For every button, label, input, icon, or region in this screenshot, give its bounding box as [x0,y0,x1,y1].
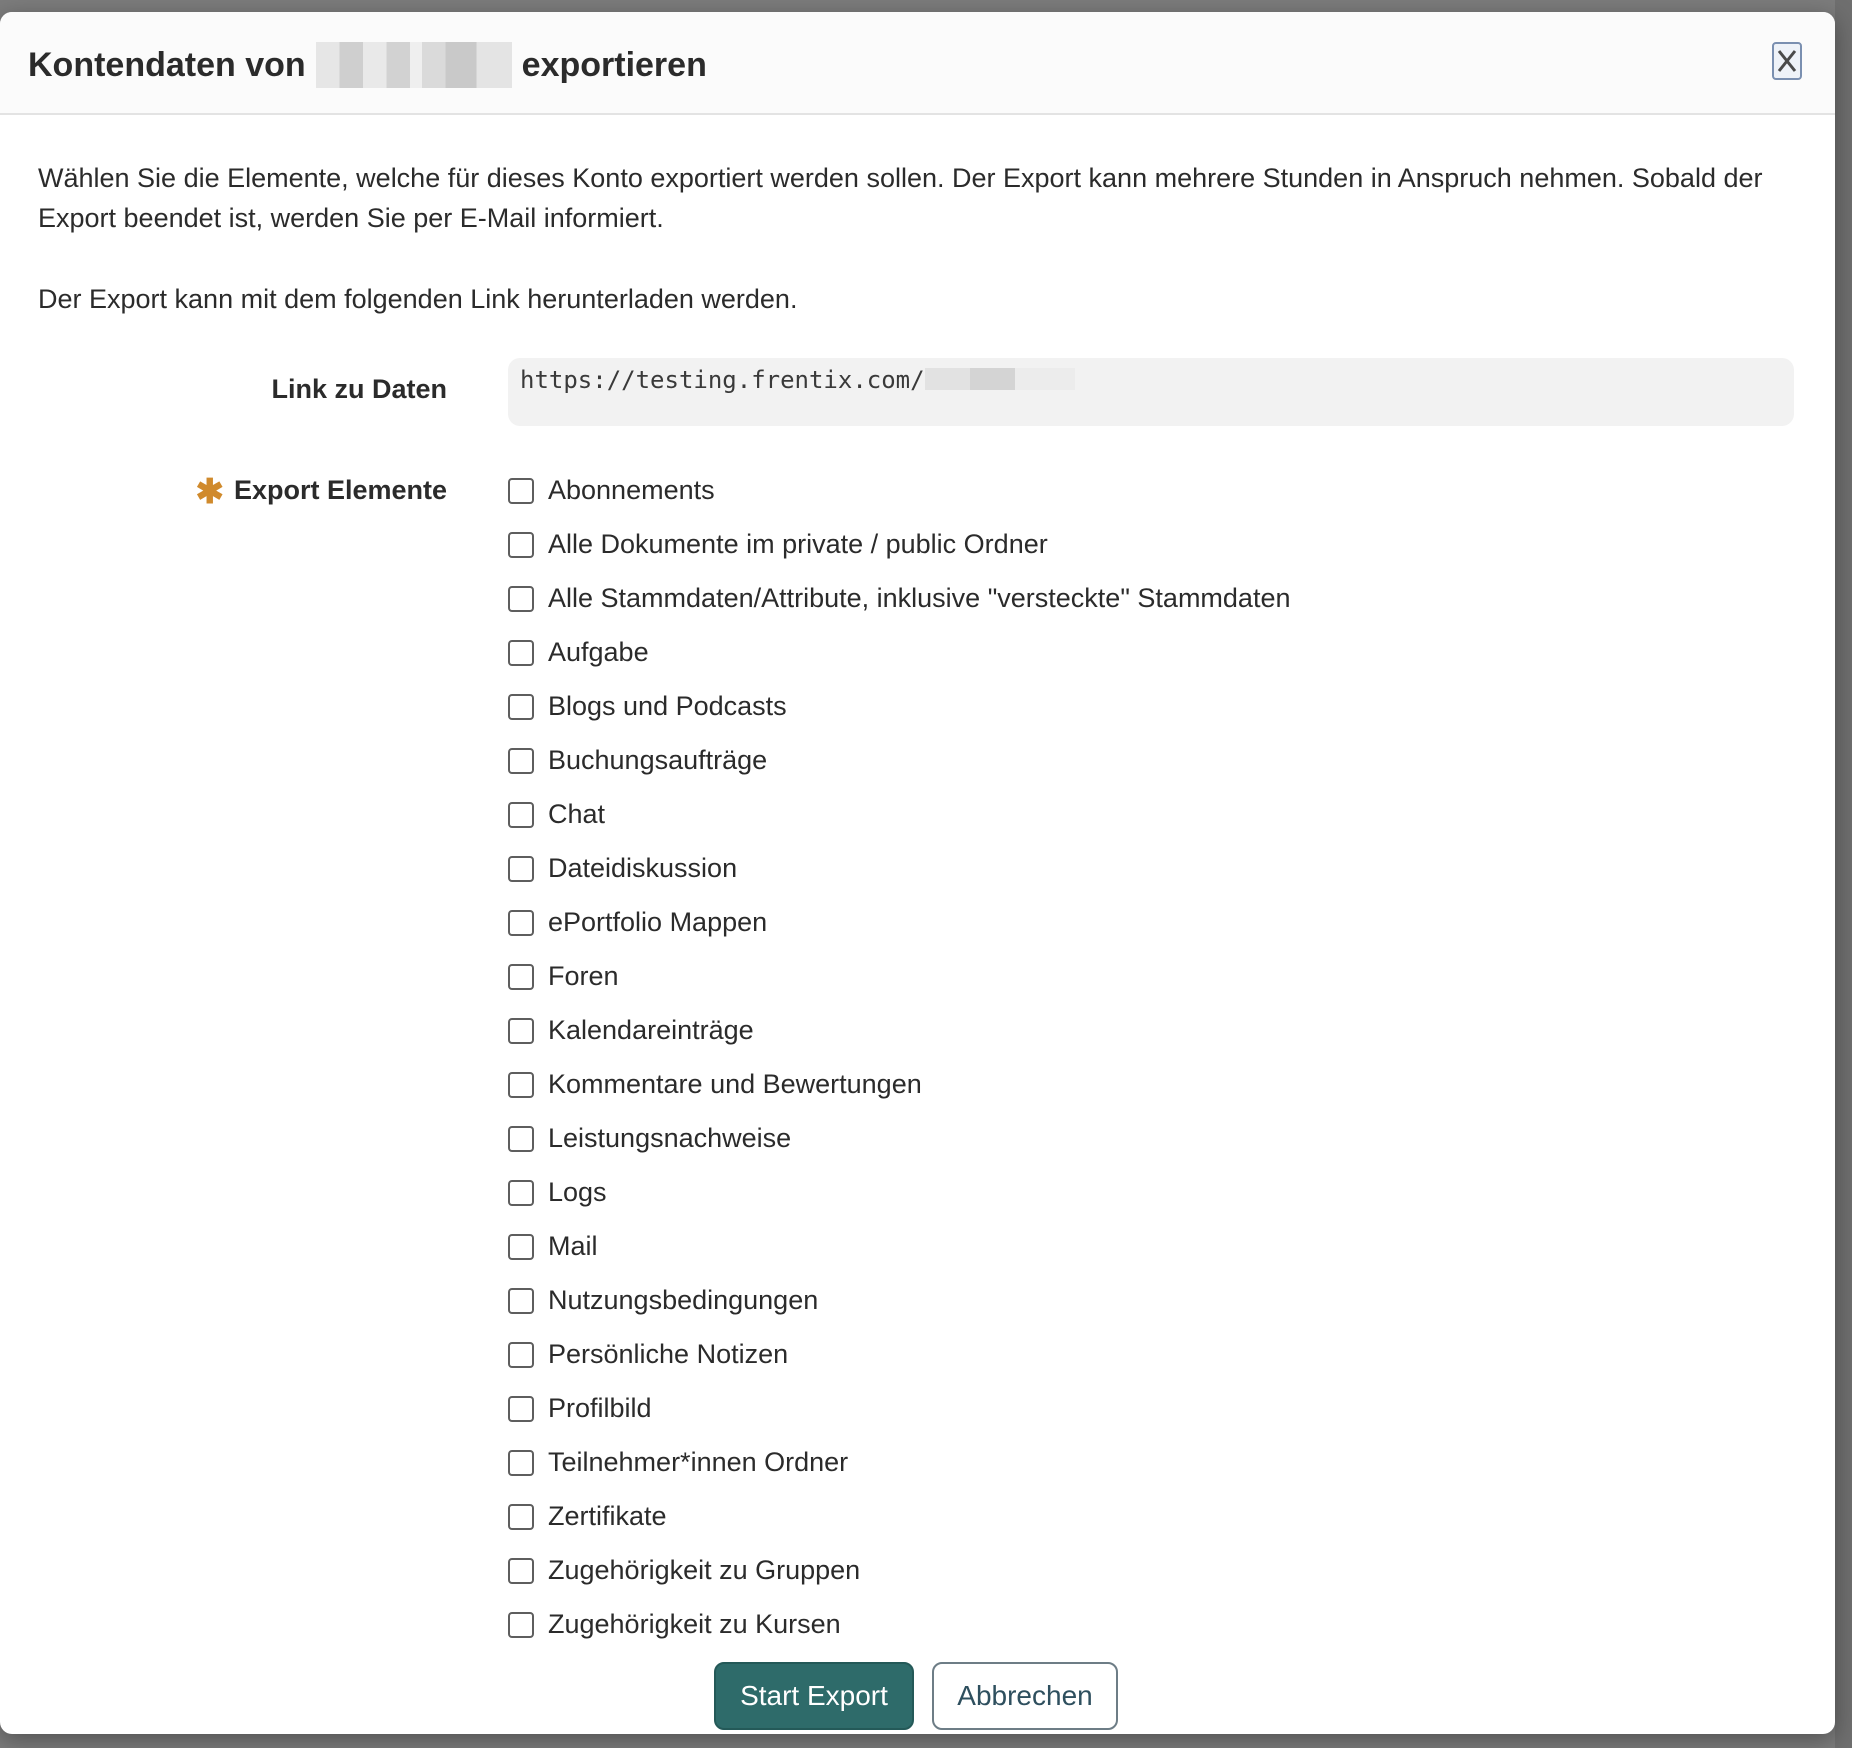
export-elements-list [508,472,1291,1660]
export-element-label[interactable]: Zertifikate [548,1501,667,1531]
export-element-item[interactable] [508,634,1291,688]
intro-text: Wählen Sie die Elemente, welche für dieses Konto exportiert werden sollen. Der Export kann mehrere Stunden in Anspruch nehmen. Sobald der Export beendet ist, werden Sie per E-Mail informiert. [38,163,1763,233]
cancel-button[interactable]: Abbrechen [932,1662,1118,1730]
export-element-label[interactable]: Persönliche Notizen [548,1339,789,1369]
export-element-checkbox[interactable] [508,694,534,720]
export-element-label[interactable]: Teilnehmer*innen Ordner [548,1447,849,1477]
export-element-item[interactable] [508,796,1291,850]
export-element-checkbox[interactable] [508,748,534,774]
export-element-label[interactable]: Dateidiskussion [548,853,738,883]
background-scroll-strip [1835,0,1852,1748]
export-element-label[interactable]: Blogs und Podcasts [548,691,787,721]
export-element-item[interactable] [508,472,1291,526]
export-element-item[interactable] [508,1498,1291,1552]
download-hint-text: Der Export kann mit dem folgenden Link herunterladen werden. [38,284,798,314]
export-element-item[interactable] [508,850,1291,904]
export-element-checkbox[interactable] [508,802,534,828]
export-element-item[interactable] [508,1444,1291,1498]
export-element-item[interactable] [508,1066,1291,1120]
data-link-field[interactable] [508,358,1794,426]
export-element-checkbox[interactable] [508,532,534,558]
export-element-checkbox[interactable] [508,1342,534,1368]
dialog-title-suffix: exportieren [521,45,707,84]
export-element-checkbox[interactable] [508,640,534,666]
dialog-header [0,12,1835,115]
export-element-checkbox[interactable] [508,1072,534,1098]
export-element-checkbox[interactable] [508,1504,534,1530]
redacted-link-part [925,368,1075,390]
export-element-item[interactable] [508,1120,1291,1174]
export-element-checkbox[interactable] [508,1018,534,1044]
export-element-label[interactable]: Buchungsaufträge [548,745,768,775]
export-element-item[interactable] [508,742,1291,796]
redacted-account-name [316,42,512,88]
export-element-label[interactable]: Alle Dokumente im private / public Ordner [548,529,1048,559]
export-element-item[interactable] [508,1228,1291,1282]
export-element-label[interactable]: Mail [548,1231,598,1261]
export-element-checkbox[interactable] [508,478,534,504]
close-icon [1777,47,1797,75]
export-element-checkbox[interactable] [508,1612,534,1638]
close-button[interactable] [1772,42,1802,80]
dialog-title-prefix: Kontendaten von [28,45,306,84]
export-element-item[interactable] [508,1390,1291,1444]
export-element-label[interactable]: Kommentare und Bewertungen [548,1069,922,1099]
export-element-checkbox[interactable] [508,1288,534,1314]
export-element-checkbox[interactable] [508,1396,534,1422]
export-element-item[interactable] [508,1606,1291,1660]
export-element-label[interactable]: Chat [548,799,606,829]
export-element-item[interactable] [508,1552,1291,1606]
export-element-label[interactable]: Profilbild [548,1393,652,1423]
export-element-checkbox[interactable] [508,1558,534,1584]
export-element-label[interactable]: Kalendareinträge [548,1015,754,1045]
export-element-checkbox[interactable] [508,586,534,612]
export-element-checkbox[interactable] [508,1450,534,1476]
export-element-checkbox[interactable] [508,856,534,882]
export-element-item[interactable] [508,958,1291,1012]
export-element-item[interactable] [508,688,1291,742]
export-element-item[interactable] [508,1012,1291,1066]
export-elements-label-text: Export Elemente [233,475,447,505]
export-element-label[interactable]: Foren [548,961,619,991]
export-element-item[interactable] [508,526,1291,580]
export-element-checkbox[interactable] [508,1126,534,1152]
link-label: Link zu Daten [271,374,447,404]
export-element-label[interactable]: Leistungsnachweise [548,1123,792,1153]
export-element-checkbox[interactable] [508,910,534,936]
start-export-button[interactable]: Start Export [714,1662,914,1730]
data-link-value: https://testing.frentix.com/ [520,366,925,394]
export-element-label[interactable]: Nutzungsbedingungen [548,1285,819,1315]
export-element-item[interactable] [508,1282,1291,1336]
export-element-item[interactable] [508,580,1291,634]
export-element-label[interactable]: Zugehörigkeit zu Gruppen [548,1555,861,1585]
export-element-item[interactable] [508,904,1291,958]
export-element-label[interactable]: Logs [548,1177,607,1207]
dialog-title [28,42,707,88]
export-account-data-dialog [0,12,1835,1734]
export-element-item[interactable] [508,1174,1291,1228]
export-element-label[interactable]: Aufgabe [548,637,649,667]
export-element-label[interactable]: Abonnements [548,475,715,505]
export-element-label[interactable]: Alle Stammdaten/Attribute, inklusive "versteckte" Stammdaten [548,583,1291,613]
required-icon: ✱ [195,473,224,511]
export-element-checkbox[interactable] [508,1234,534,1260]
export-element-label[interactable]: Zugehörigkeit zu Kursen [548,1609,841,1639]
export-element-checkbox[interactable] [508,964,534,990]
export-elements-label [100,472,447,512]
export-element-checkbox[interactable] [508,1180,534,1206]
export-element-item[interactable] [508,1336,1291,1390]
export-element-label[interactable]: ePortfolio Mappen [548,907,768,937]
